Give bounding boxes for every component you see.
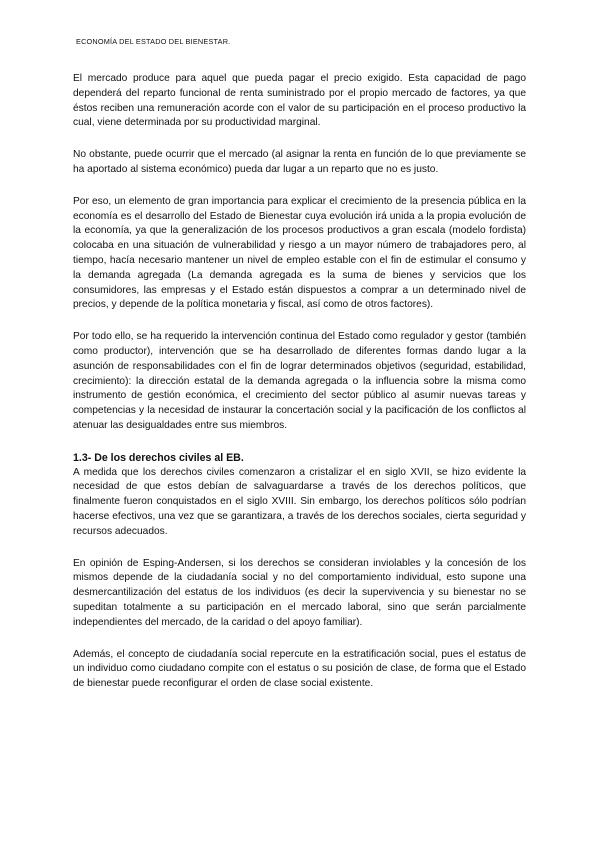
paragraph-state-intervention: Por todo ello, se ha requerido la intervención continua del Estado como regulador y gestor (también como productor), intervención que se ha desarrollado de diferentes formas dando lugar a la asunción de responsabilidades con el fin de lograr determinados objetivos (seguridad, estabilidad, crecimiento): la dirección estatal de la demanda agregada o la influencia sobre la misma como instrumento de gestión económica, el crecimiento del sector público al asumir nuevas tareas y competencias y la necesidad de instaurar la concertación social y la pacificación de los conflictos al atenuar las desigualdades entre sus miembros. — [73, 331, 526, 431]
paragraph-civil-rights: A medida que los derechos civiles comenzaron a cristalizar el en siglo XVII, se hizo evidente la necesidad de que estos debían de salvaguardarse a través de los derechos políticos, que finalmente fueron conquistados en el siglo XVIII. Sin embargo, los derechos políticos sólo podrían hacerse efectivos, una vez que se garantizara, a través de los derechos sociales, cierta seguridad y recursos adecuados. — [73, 466, 526, 537]
body-text — [73, 72, 526, 692]
paragraph-social-citizenship: Además, el concepto de ciudadanía social repercute en la estratificación social, pues el estatus de un individuo como ciudadano compite con el estatus o su posición de clase, de forma que el Estado de bienestar puede reconfigurar el orden de clase social existente. — [73, 648, 526, 690]
paragraph-market-capacity: El mercado produce para aquel que pueda pagar el precio exigido. Esta capacidad de pago dependerá del reparto funcional de renta suministrado por el propio mercado de factores, ya que éstos reciben una remuneración acorde con el valor de su participación en el proceso productivo la cual, viene determinada por su productividad marginal. — [73, 73, 526, 129]
paragraph-esping-andersen: En opinión de Esping-Andersen, si los derechos se consideran inviolables y la concesión de los mismos depende de la ciudadanía social y no del comportamiento individual, esto supone una desmercantilización del estatus de los individuos (es decir la supervivencia y su bienestar no se supeditan totalmente a su participación en el mercado laboral, sino que serán parcialmente independientes del mercado, de la caridad o del apoyo familiar). — [73, 557, 526, 628]
paragraph-welfare-state-growth: Por eso, un elemento de gran importancia para explicar el crecimiento de la presencia pública en la economía es el desarrollo del Estado de Bienestar cuya evolución irá unida a la propia evolución de la economía, ya que la generalización de los procesos productivos a gran escala (modelo fordista) colocaba en una situación de vulnerabilidad y riesgo a un mayor número de trabajadores pero, al tiempo, hacía necesario mantener un nivel de empleo estable con el fin de estimular el consumo y la demanda agregada (La demanda agregada es la suma de bienes y servicios que los consumidores, las empresas y el Estado están dispuestos a comprar a un determinado nivel de precios, y depende de la política monetaria y fiscal, así como de otros factores). — [73, 195, 526, 311]
running-header: ECONOMÍA DEL ESTADO DEL BIENESTAR. — [76, 37, 231, 46]
paragraph-unfair-distribution: No obstante, puede ocurrir que el mercado (al asignar la renta en función de lo que previamente se ha aportado al sistema económico) pueda dar lugar a un reparto que no es justo. — [73, 149, 526, 175]
section-heading: 1.3- De los derechos civiles al EB. — [73, 451, 244, 464]
